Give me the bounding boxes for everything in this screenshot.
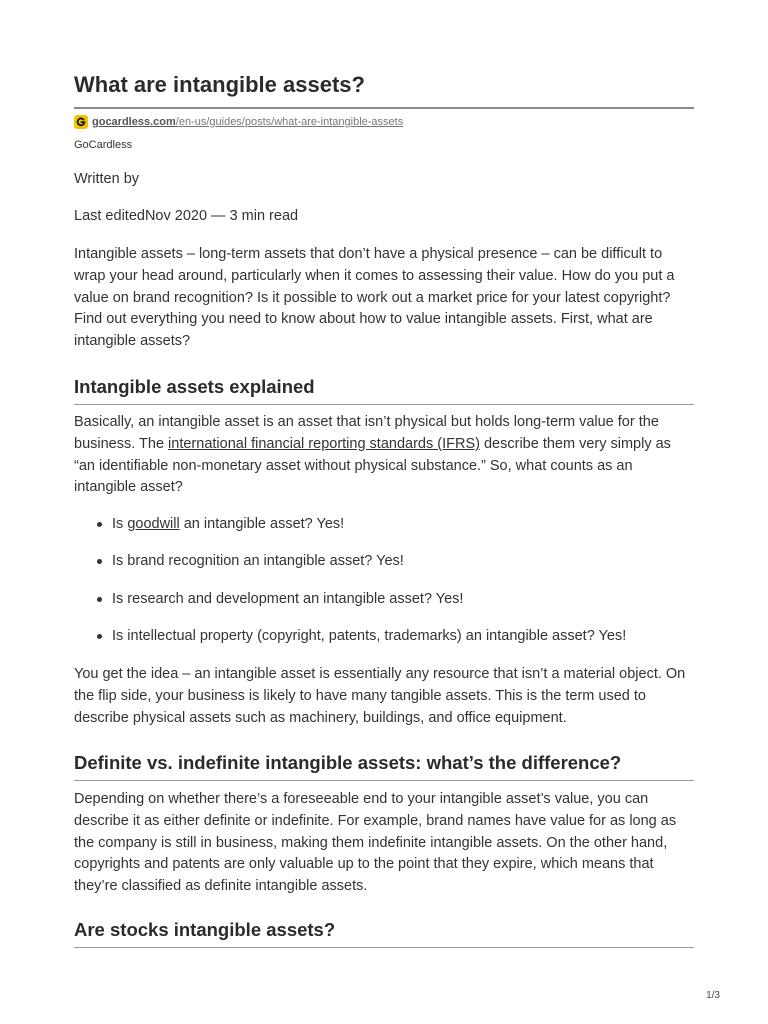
source-url-domain[interactable]: gocardless.com [92,116,176,128]
section-divider [74,780,694,781]
section-divider [74,947,694,948]
list-item [74,625,694,662]
bullet-icon [97,522,102,527]
intangible-examples-list [74,513,694,662]
title-divider [74,107,694,109]
section-divider [74,404,694,405]
explained-text: Basically, an intangible asset is an asset that isn’t physical but holds long-term value for the business. The [74,414,659,452]
section-heading-explained: Intangible assets explained [74,376,315,397]
list-item [74,513,694,550]
intro-paragraph: Intangible assets – long-term assets that don’t have a physical presence – can be difficult to wrap your head around, particularly when it comes to assessing their value. How do you put a value on brand recognition? Is it possible to work out a market price for your latest copyright? Find out everything you need to know about how to value intangible assets. First, what are intangible assets? [74,246,675,350]
list-item-text: an intangible asset? Yes! [179,516,345,532]
bullet-icon [97,559,102,564]
source-link-row[interactable] [74,114,403,130]
list-item-text: Is [112,516,128,532]
explained-text: describe them very simply as “an identifiable non-monetary asset without physical substance.” So, what counts as an intangible asset? [74,435,671,496]
closing-paragraph: You get the idea – an intangible asset is essentially any resource that isn’t a material object. On the flip side, your business is likely to have many tangible assets. This is the term used to describe physical assets such as machinery, buildings, and office equipment. [74,666,686,726]
page-number: 1/3 [706,990,720,1001]
definite-paragraph: Depending on whether there’s a foreseeable end to your intangible asset’s value, you can describe it as either definite or indefinite. For example, brand names have value for as long as the company is still in business, making them indefinite intangible assets. On the other hand, copyrights and patents are only valuable up to the point that they expire, which means that they’re classified as definite intangible assets. [74,791,677,895]
ifrs-link[interactable]: international financial reporting standards (IFRS) [168,435,480,452]
list-item-text: Is research and development an intangible asset? Yes! [112,590,464,607]
list-item [74,550,694,587]
bullet-icon [97,597,102,602]
list-item-text: Is intellectual property (copyright, patents, trademarks) an intangible asset? Yes! [112,627,627,644]
written-by-line: Written by [74,171,140,187]
list-item-text: Is brand recognition an intangible asset? Yes! [112,553,404,570]
list-item [74,588,694,625]
bullet-icon [97,634,102,639]
explained-paragraph [74,412,694,499]
article-title: What are intangible assets? [74,72,365,97]
section-heading-definite: Definite vs. indefinite intangible assets: what’s the difference? [74,752,622,773]
gocardless-logo-icon [74,115,88,129]
goodwill-link[interactable]: goodwill [127,516,180,532]
last-edited-line: Last editedNov 2020 — 3 min read [74,208,299,224]
section-heading-stocks: Are stocks intangible assets? [74,919,336,940]
source-url-path[interactable]: /en-us/guides/posts/what-are-intangible-assets [175,116,404,128]
site-name: GoCardless [74,139,133,151]
